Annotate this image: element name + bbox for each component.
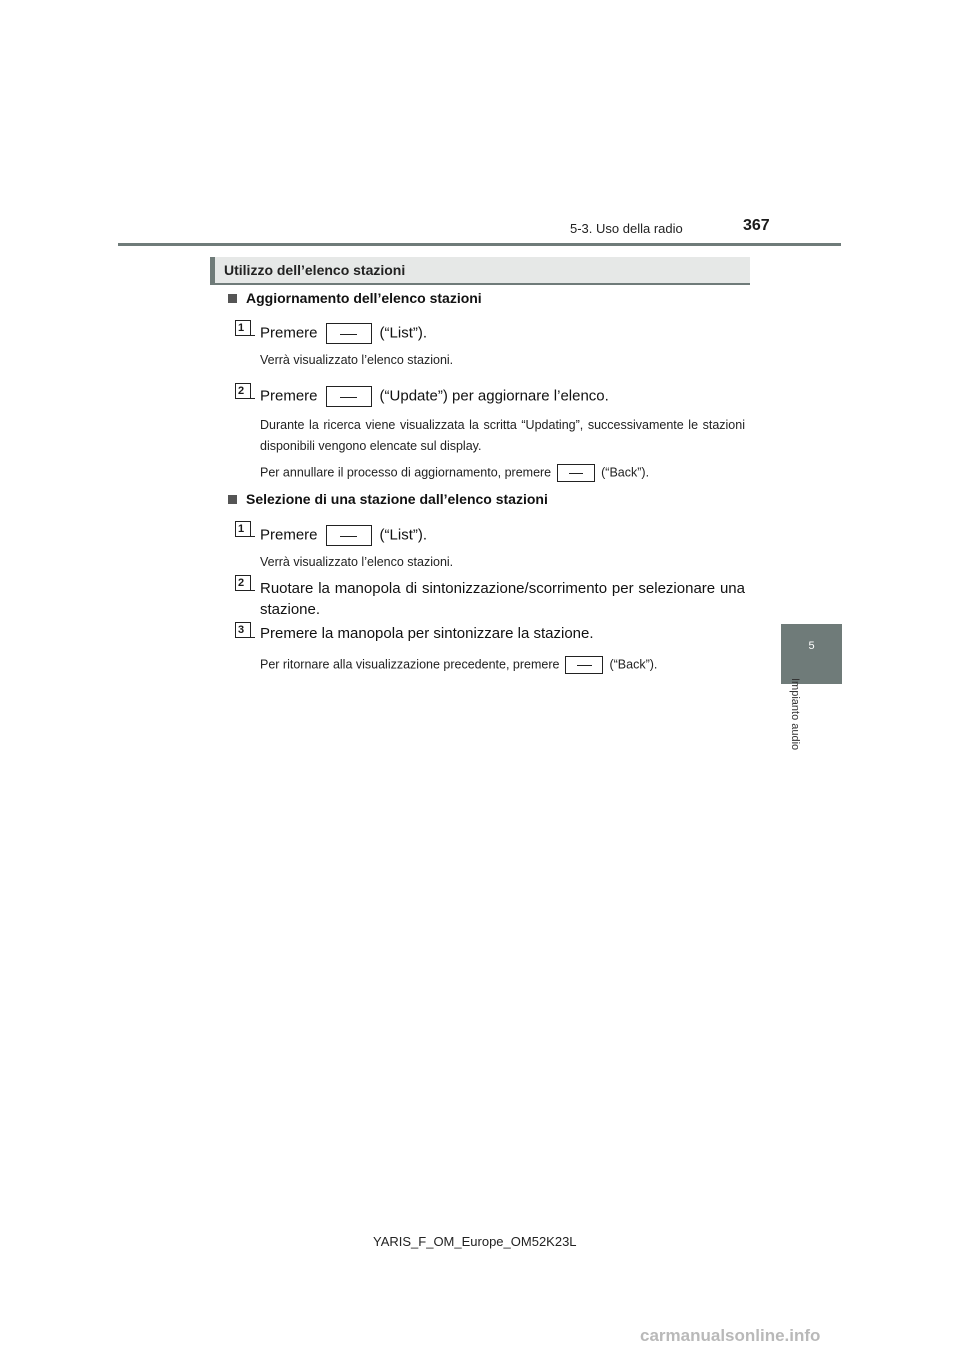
document-footer: YARIS_F_OM_Europe_OM52K23L	[373, 1234, 577, 1249]
step-note	[260, 656, 657, 674]
page-title: Utilizzo dell’elenco stazioni	[224, 262, 406, 278]
step-note: Verrà visualizzato l’elenco stazioni.	[260, 353, 454, 367]
step-text-pre: Premere	[260, 526, 318, 544]
title-bar-accent	[210, 257, 215, 285]
back-button-icon	[557, 464, 595, 482]
page-number: 367	[743, 217, 770, 234]
step-underline	[235, 335, 255, 336]
select-heading-text: Selezione di una stazione dall’elenco stazioni	[246, 491, 548, 507]
step-note: Durante la ricerca viene visualizzata la scritta “Updating”, successivamente le stazioni disponibili vengono elencate sul display.	[260, 418, 745, 453]
step-underline	[235, 637, 255, 638]
step-text-pre: Premere	[260, 324, 318, 342]
step-number-box: 2	[235, 383, 251, 399]
step-text-post: (“List”).	[379, 526, 428, 544]
square-bullet-icon	[228, 495, 237, 504]
step-note: Verrà visualizzato l’elenco stazioni.	[260, 555, 454, 569]
step-text	[260, 386, 609, 407]
watermark: carmanualsonline.info	[640, 1326, 821, 1345]
step-number-box: 1	[235, 521, 251, 537]
step-text: Ruotare la manopola di sintonizzazione/scorrimento per selezionare una stazione.	[260, 580, 745, 618]
step-text-post: (“Update”) per aggiornare l’elenco.	[379, 387, 609, 405]
step-note	[260, 464, 649, 482]
note-pre: Per annullare il processo di aggiornamento, premere	[260, 465, 552, 480]
step-number-box: 1	[235, 320, 251, 336]
chapter-tab	[781, 624, 842, 684]
step-text	[260, 525, 427, 546]
list-button-icon	[326, 525, 372, 546]
update-button-icon	[326, 386, 372, 407]
step-text-pre: Premere	[260, 387, 318, 405]
header-rule	[118, 243, 841, 246]
square-bullet-icon	[228, 294, 237, 303]
step-underline	[235, 590, 255, 591]
step-text	[260, 323, 427, 344]
note-pre: Per ritornare alla visualizzazione precedente, premere	[260, 657, 560, 672]
section-label: 5-3. Uso della radio	[570, 221, 683, 236]
step-number-box: 2	[235, 575, 251, 591]
select-heading	[228, 491, 548, 507]
step-text-post: (“List”).	[379, 324, 428, 342]
update-heading-text: Aggiornamento dell’elenco stazioni	[246, 290, 482, 306]
note-post: (“Back”).	[601, 465, 650, 480]
update-heading	[228, 290, 482, 306]
back-button-icon	[565, 656, 603, 674]
chapter-number: 5	[808, 640, 815, 652]
step-text: Premere la manopola per sintonizzare la stazione.	[260, 625, 594, 642]
step-underline	[235, 398, 255, 399]
step-underline	[235, 536, 255, 537]
chapter-title: Impianto audio	[789, 678, 801, 751]
note-post: (“Back”).	[609, 657, 658, 672]
list-button-icon	[326, 323, 372, 344]
step-number-box: 3	[235, 622, 251, 638]
